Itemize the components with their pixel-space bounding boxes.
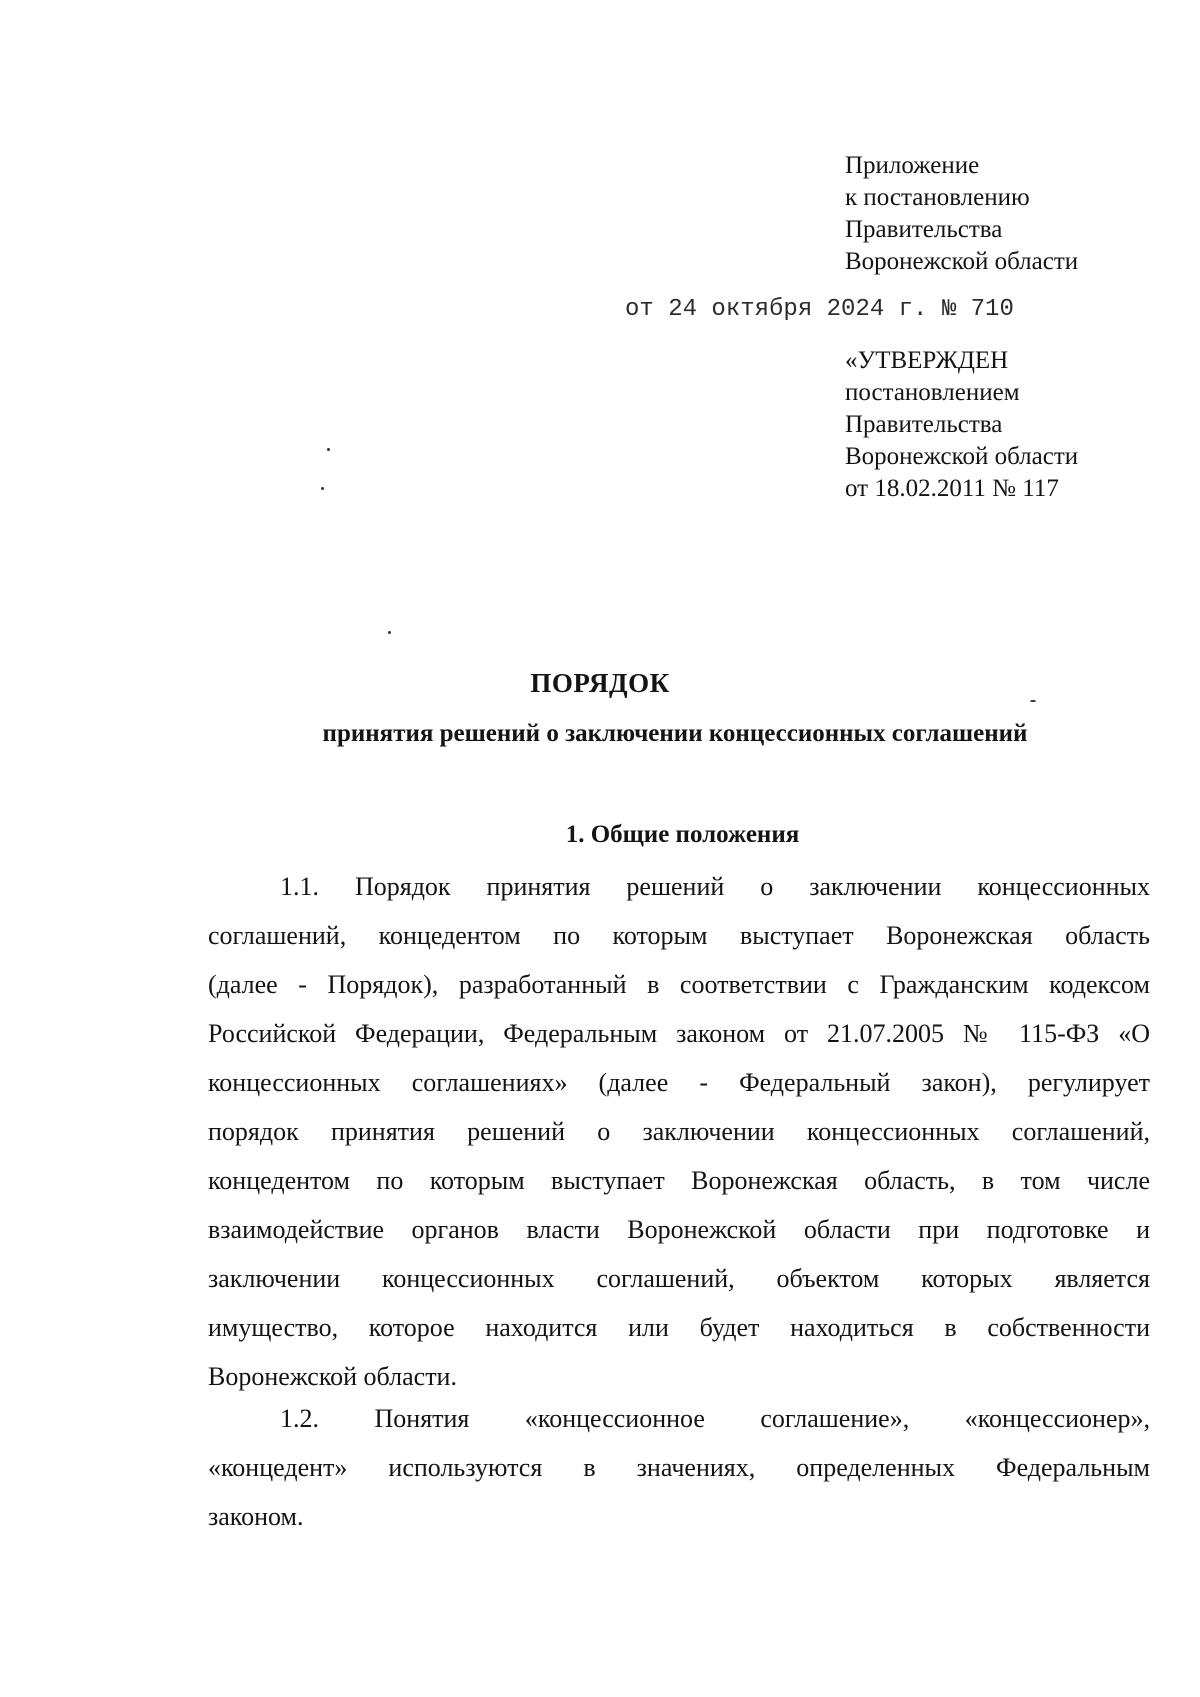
appendix-line: Воронежской области xyxy=(845,248,1079,275)
appendix-reference xyxy=(845,150,1165,278)
paragraph-line: (далее - Порядок), разработанный в соответствии с Гражданским кодексом xyxy=(208,970,1150,999)
section-heading: 1. Общие положения xyxy=(565,821,800,848)
appendix-line: к постановлению xyxy=(845,184,1030,211)
paragraph-line: 1.1. Порядок принятия решений о заключении концессионных xyxy=(280,872,1150,901)
approval-line: «УТВЕРЖДЕН xyxy=(845,347,1009,374)
scan-speck xyxy=(1030,700,1036,702)
paragraph-1-2 xyxy=(208,1394,1150,1541)
appendix-line: Правительства xyxy=(845,216,1003,243)
paragraph-line: имущество, которое находится или будет находиться в собственности xyxy=(208,1313,1150,1342)
approval-reference xyxy=(845,345,1165,505)
paragraph-line: порядок принятия решений о заключении концессионных соглашений, xyxy=(208,1117,1150,1146)
appendix-line: Приложение xyxy=(845,152,980,179)
paragraph-line: заключении концессионных соглашений, объектом которых является xyxy=(208,1264,1150,1293)
paragraph-line: взаимодействие органов власти Воронежской области при подготовке и xyxy=(208,1215,1150,1244)
paragraph-line: концессионных соглашениях» (далее - Федеральный закон), регулирует xyxy=(208,1068,1150,1097)
paragraph-line: концедентом по которым выступает Воронежская область, в том числе xyxy=(208,1166,1150,1195)
paragraph-line: законом. xyxy=(208,1502,304,1531)
paragraph-line: 1.2. Понятия «концессионное соглашение», «концессионер», xyxy=(280,1404,1150,1433)
scan-speck xyxy=(327,448,330,451)
paragraph-line: Воронежской области. xyxy=(208,1362,457,1391)
paragraph-line: «концедент» используются в значениях, определенных Федеральным xyxy=(208,1453,1150,1482)
paragraph-line: Российской Федерации, Федеральным законом от 21.07.2005 № 115-ФЗ «О xyxy=(208,1019,1150,1048)
approval-line: от 18.02.2011 № 117 xyxy=(845,475,1059,502)
approval-line: Правительства xyxy=(845,411,1003,438)
document-subtitle: принятия решений о заключении концессионных соглашений xyxy=(322,720,1028,747)
paragraph-line: соглашений, концедентом по которым выступает Воронежская область xyxy=(208,921,1150,950)
registration-date-stamp: от 24 октября 2024 г. № 710 xyxy=(625,296,1014,323)
paragraph-1-1 xyxy=(208,862,1150,1401)
approval-line: постановлением xyxy=(845,379,1020,406)
document-title: ПОРЯДОК xyxy=(530,668,670,698)
scan-speck xyxy=(388,631,391,634)
approval-line: Воронежской области xyxy=(845,443,1079,470)
scan-speck xyxy=(321,487,324,490)
